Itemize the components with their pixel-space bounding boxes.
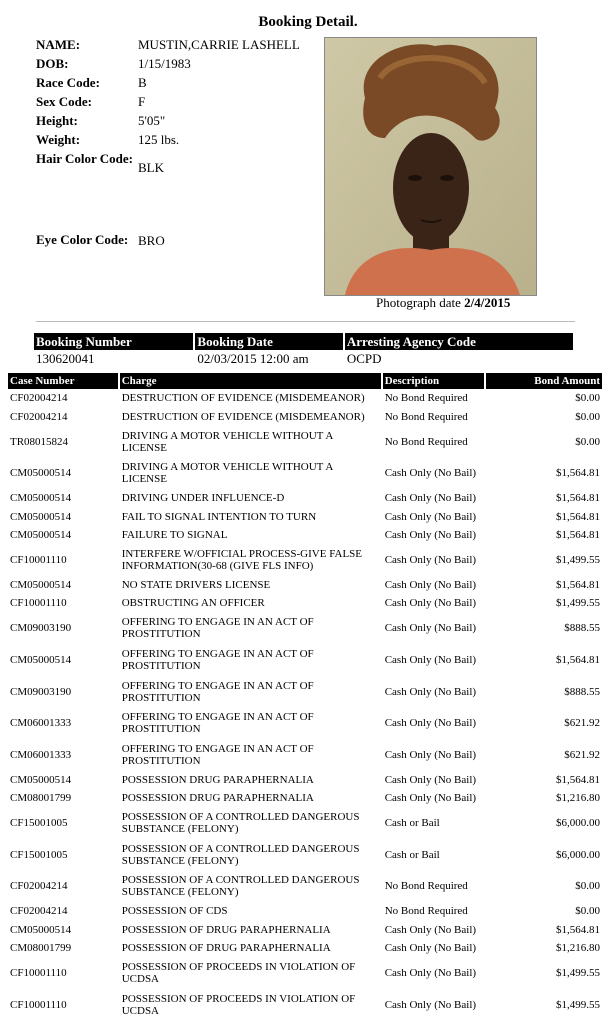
table-row: [8, 526, 602, 544]
table-row: [8, 939, 602, 957]
case-number-cell: CF10001110: [10, 967, 67, 980]
eye-value: BRO: [138, 233, 165, 248]
sex-value: F: [138, 94, 146, 109]
table-row: [8, 989, 602, 1021]
name-row: [36, 37, 326, 56]
bond-amount-cell: $1,216.80: [556, 792, 600, 805]
description-cell: Cash Only (No Bail): [384, 967, 477, 980]
bond-amount-cell: $1,499.55: [556, 597, 600, 610]
case-number-cell: CM05000514: [10, 528, 72, 541]
case-number-cell: CM05000514: [10, 510, 72, 523]
description-cell: Cash Only (No Bail): [384, 467, 477, 480]
height-label: Height:: [36, 113, 78, 128]
table-row: [8, 576, 602, 594]
bond-amount-cell: $1,564.81: [556, 510, 600, 523]
table-row: [8, 739, 602, 771]
case-number-cell: CF10001110: [10, 998, 67, 1011]
case-number-cell: CM05000514: [10, 923, 72, 936]
agency-code: OCPD: [346, 351, 382, 366]
description-cell: Cash Only (No Bail): [384, 773, 477, 786]
description-cell: Cash Only (No Bail): [384, 492, 477, 505]
table-row: [8, 707, 602, 739]
photo-caption: [376, 295, 510, 311]
photo-date: 2/4/2015: [464, 295, 511, 310]
bond-amount-cell: $888.55: [564, 622, 600, 635]
case-number-cell: CM05000514: [10, 773, 72, 786]
table-row: [8, 507, 602, 525]
bond-amount-cell: $1,564.81: [556, 492, 600, 505]
description-header: Description: [383, 373, 485, 389]
charge-cell: INTERFERE W/OFFICIAL PROCESS-GIVE FALSE INFORMATION(30-68 (GIVE FLS INFO): [121, 547, 363, 572]
bond-amount-cell: $1,216.80: [556, 942, 600, 955]
case-number-cell: CM09003190: [10, 685, 72, 698]
table-row: [8, 644, 602, 676]
person-info: [36, 37, 326, 248]
dob-label: DOB:: [36, 56, 69, 71]
table-row: [8, 426, 602, 458]
table-row: [8, 789, 602, 807]
description-cell: Cash Only (No Bail): [384, 685, 477, 698]
booking-number: 130620041: [36, 351, 95, 366]
height-row: [36, 113, 326, 132]
page-title: Booking Detail.: [258, 14, 358, 30]
bond-amount-cell: $0.00: [575, 435, 600, 448]
case-number-cell: CM05000514: [10, 467, 72, 480]
case-number-cell: CF10001110: [10, 597, 67, 610]
case-number-cell: CF15001005: [10, 817, 68, 830]
bond-amount-cell: $6,000.00: [556, 848, 600, 861]
charge-cell: DRIVING UNDER INFLUENCE-D: [121, 492, 285, 505]
table-row: [8, 489, 602, 507]
description-cell: Cash Only (No Bail): [384, 748, 477, 761]
race-value: B: [138, 75, 147, 90]
agency-code-header: Arresting Agency Code: [345, 333, 573, 350]
charge-header: Charge: [120, 373, 381, 389]
charge-cell: POSSESSION OF PROCEEDS IN VIOLATION OF UCDSA: [121, 992, 356, 1017]
table-row: [8, 807, 602, 839]
booking-number-header: Booking Number: [34, 333, 193, 350]
booking-header: [34, 333, 575, 350]
weight-label: Weight:: [36, 132, 81, 147]
photo-caption-label: Photograph date: [376, 295, 461, 310]
description-cell: Cash Only (No Bail): [384, 597, 477, 610]
table-row: [8, 457, 602, 489]
description-cell: Cash or Bail: [384, 848, 440, 861]
booking-photo: [324, 37, 537, 296]
eye-label: Eye Color Code:: [36, 232, 129, 247]
case-number-cell: CF15001005: [10, 848, 68, 861]
eye-row: [36, 232, 326, 248]
race-row: [36, 75, 326, 94]
case-number-cell: CM05000514: [10, 578, 72, 591]
table-row: [8, 839, 602, 871]
bond-amount-cell: $6,000.00: [556, 817, 600, 830]
charge-cell: OFFERING TO ENGAGE IN AN ACT OF PROSTITUTION: [121, 711, 314, 736]
charge-cell: POSSESSION DRUG PARAPHERNALIA: [121, 773, 314, 786]
description-cell: Cash Only (No Bail): [384, 717, 477, 730]
bond-amount-cell: $1,564.81: [556, 528, 600, 541]
case-number-cell: CM09003190: [10, 622, 72, 635]
description-cell: Cash or Bail: [384, 817, 440, 830]
table-row: [8, 544, 602, 576]
description-cell: Cash Only (No Bail): [384, 578, 477, 591]
sex-row: [36, 94, 326, 113]
bond-amount-cell: $0.00: [575, 905, 600, 918]
case-number-cell: TR08015824: [10, 435, 69, 448]
bond-amount-cell: $1,564.81: [556, 773, 600, 786]
charge-cell: POSSESSION OF A CONTROLLED DANGEROUS SUBSTANCE (FELONY): [121, 874, 360, 899]
bond-amount-cell: $1,564.81: [556, 578, 600, 591]
table-row: [8, 920, 602, 938]
bond-amount-cell: $621.92: [564, 717, 600, 730]
charge-cell: NO STATE DRIVERS LICENSE: [121, 578, 271, 591]
case-number-cell: CM05000514: [10, 492, 72, 505]
description-cell: Cash Only (No Bail): [384, 510, 477, 523]
bond-amount-cell: $1,564.81: [556, 923, 600, 936]
charge-cell: OFFERING TO ENGAGE IN AN ACT OF PROSTITUTION: [121, 742, 314, 767]
booking-date: 02/03/2015 12:00 am: [197, 351, 309, 366]
charges-table: [6, 373, 604, 1020]
case-number-header: Case Number: [8, 373, 118, 389]
booking-values: [34, 351, 575, 367]
charge-cell: FAILURE TO SIGNAL: [121, 528, 228, 541]
description-cell: No Bond Required: [384, 435, 468, 448]
description-cell: Cash Only (No Bail): [384, 942, 477, 955]
charge-cell: OFFERING TO ENGAGE IN AN ACT OF PROSTITUTION: [121, 616, 314, 641]
dob-value: 1/15/1983: [138, 56, 191, 71]
table-row: [8, 957, 602, 989]
height-value: 5'05": [138, 113, 166, 128]
charge-cell: DRIVING A MOTOR VEHICLE WITHOUT A LICENSE: [121, 429, 333, 454]
case-number-cell: CF02004214: [10, 905, 68, 918]
case-number-cell: CM08001799: [10, 792, 72, 805]
charge-cell: POSSESSION OF PROCEEDS IN VIOLATION OF UCDSA: [121, 961, 356, 986]
table-row: [8, 613, 602, 645]
description-cell: Cash Only (No Bail): [384, 553, 477, 566]
case-number-cell: CM08001799: [10, 942, 72, 955]
weight-row: [36, 132, 326, 151]
sex-label: Sex Code:: [36, 94, 92, 109]
charge-cell: DRIVING A MOTOR VEHICLE WITHOUT A LICENSE: [121, 461, 333, 486]
table-row: [8, 676, 602, 708]
description-cell: Cash Only (No Bail): [384, 622, 477, 635]
dob-row: [36, 56, 326, 75]
charge-cell: POSSESSION OF DRUG PARAPHERNALIA: [121, 923, 331, 936]
bond-amount-cell: $621.92: [564, 748, 600, 761]
description-cell: No Bond Required: [384, 905, 468, 918]
charge-cell: POSSESSION OF DRUG PARAPHERNALIA: [121, 942, 331, 955]
case-number-cell: CF10001110: [10, 553, 67, 566]
bond-amount-cell: $0.00: [575, 392, 600, 405]
charge-cell: POSSESSION OF A CONTROLLED DANGEROUS SUBSTANCE (FELONY): [121, 842, 360, 867]
description-cell: Cash Only (No Bail): [384, 528, 477, 541]
case-number-cell: CM06001333: [10, 748, 72, 761]
case-number-cell: CM05000514: [10, 653, 72, 666]
charge-cell: OFFERING TO ENGAGE IN AN ACT OF PROSTITUTION: [121, 647, 314, 672]
charge-cell: FAIL TO SIGNAL INTENTION TO TURN: [121, 510, 317, 523]
bond-amount-cell: $1,564.81: [556, 653, 600, 666]
bond-amount-cell: $1,499.55: [556, 967, 600, 980]
bond-amount-cell: $1,499.55: [556, 553, 600, 566]
table-row: [8, 389, 602, 407]
bond-amount-cell: $0.00: [575, 880, 600, 893]
divider: [36, 321, 575, 322]
hair-value: BLK: [138, 160, 164, 175]
hair-row: [36, 151, 326, 232]
name-value: MUSTIN,CARRIE LASHELL: [138, 37, 300, 52]
bond-amount-header: Bond Amount: [486, 373, 602, 389]
description-cell: Cash Only (No Bail): [384, 998, 477, 1011]
name-label: NAME:: [36, 37, 81, 52]
charge-cell: POSSESSION DRUG PARAPHERNALIA: [121, 792, 314, 805]
description-cell: Cash Only (No Bail): [384, 923, 477, 936]
booking-date-header: Booking Date: [195, 333, 342, 350]
bond-amount-cell: $0.00: [575, 410, 600, 423]
charge-cell: OFFERING TO ENGAGE IN AN ACT OF PROSTITUTION: [121, 679, 314, 704]
charge-cell: OBSTRUCTING AN OFFICER: [121, 597, 265, 610]
case-number-cell: CF02004214: [10, 410, 68, 423]
bond-amount-cell: $1,564.81: [556, 467, 600, 480]
description-cell: No Bond Required: [384, 880, 468, 893]
weight-value: 125 lbs.: [138, 132, 180, 147]
charge-cell: POSSESSION OF CDS: [121, 905, 228, 918]
description-cell: No Bond Required: [384, 410, 468, 423]
bond-amount-cell: $888.55: [564, 685, 600, 698]
charges-header-row: [8, 373, 602, 389]
charge-cell: POSSESSION OF A CONTROLLED DANGEROUS SUBSTANCE (FELONY): [121, 811, 360, 836]
bond-amount-cell: $1,499.55: [556, 998, 600, 1011]
case-number-cell: CM06001333: [10, 717, 72, 730]
table-row: [8, 770, 602, 788]
description-cell: No Bond Required: [384, 392, 468, 405]
description-cell: Cash Only (No Bail): [384, 792, 477, 805]
hair-label: Hair Color Code:: [36, 151, 134, 166]
charge-cell: DESTRUCTION OF EVIDENCE (MISDEMEANOR): [121, 410, 365, 423]
table-row: [8, 407, 602, 425]
race-label: Race Code:: [36, 75, 100, 90]
charge-cell: DESTRUCTION OF EVIDENCE (MISDEMEANOR): [121, 392, 365, 405]
table-row: [8, 870, 602, 902]
table-row: [8, 594, 602, 612]
table-row: [8, 902, 602, 920]
case-number-cell: CF02004214: [10, 880, 68, 893]
description-cell: Cash Only (No Bail): [384, 653, 477, 666]
case-number-cell: CF02004214: [10, 392, 68, 405]
